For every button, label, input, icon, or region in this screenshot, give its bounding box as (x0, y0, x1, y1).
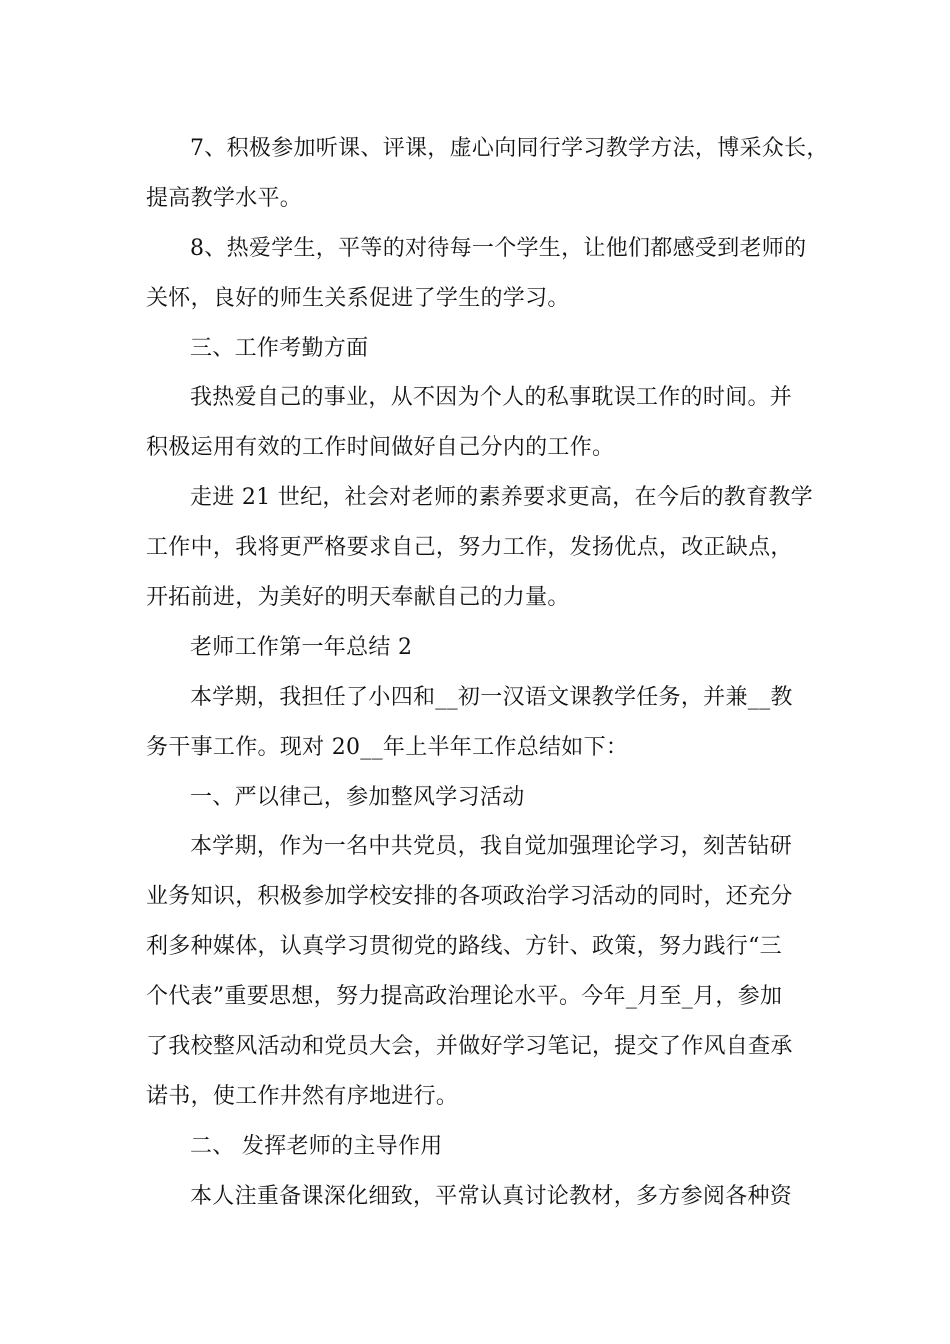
text-line: 业务知识，积极参加学校安排的各项政治学习活动的同时，还充分 (146, 884, 793, 910)
text-line: 我热爱自己的事业，从不因为个人的私事耽误工作的时间。并 (190, 385, 793, 411)
document-body (146, 124, 829, 1222)
document-title: 老师工作第一年总结 2 (190, 634, 413, 660)
text-line: 8、热爱学生，平等的对待每一个学生，让他们都感受到老师的 (190, 235, 807, 261)
text-line: 开拓前进，为美好的明天奉献自己的力量。 (146, 585, 570, 611)
text-line: 务干事工作。现对 20__年上半年工作总结如下： (146, 734, 629, 760)
section-heading: 二、 发挥老师的主导作用 (190, 1133, 443, 1159)
text-line: 积极运用有效的工作时间做好自己分内的工作。 (146, 435, 615, 461)
section-heading: 三、工作考勤方面 (190, 335, 369, 361)
section-heading: 一、严以律己，参加整风学习活动 (190, 784, 525, 810)
text-line: 本人注重备课深化细致，平常认真讨论教材，多方参阅各种资 (190, 1183, 793, 1209)
text-line: 诺书，使工作井然有序地进行。 (146, 1083, 459, 1109)
text-line: 个代表”重要思想，努力提高政治理论水平。今年_月至_月，参加 (146, 984, 783, 1010)
text-line: 了我校整风活动和党员大会，并做好学习笔记，提交了作风自查承 (146, 1034, 793, 1060)
text-line: 提高教学水平。 (146, 185, 303, 211)
text-line: 7、积极参加听课、评课，虚心向同行学习教学方法，博采众长， (190, 136, 829, 161)
text-line: 本学期，作为一名中共党员，我自觉加强理论学习，刻苦钻研 (190, 834, 793, 860)
text-line: 本学期，我担任了小四和__初一汉语文课教学任务，并兼__教 (190, 684, 793, 710)
text-line: 工作中，我将更严格要求自己，努力工作，发扬优点，改正缺点， (146, 535, 793, 561)
text-line: 关怀，良好的师生关系促进了学生的学习。 (146, 285, 570, 311)
text-line: 利多种媒体，认真学习贯彻党的路线、方针、政策，努力践行“三 (146, 934, 782, 960)
text-line: 走进 21 世纪，社会对老师的素养要求更高，在今后的教育教学 (190, 485, 813, 511)
